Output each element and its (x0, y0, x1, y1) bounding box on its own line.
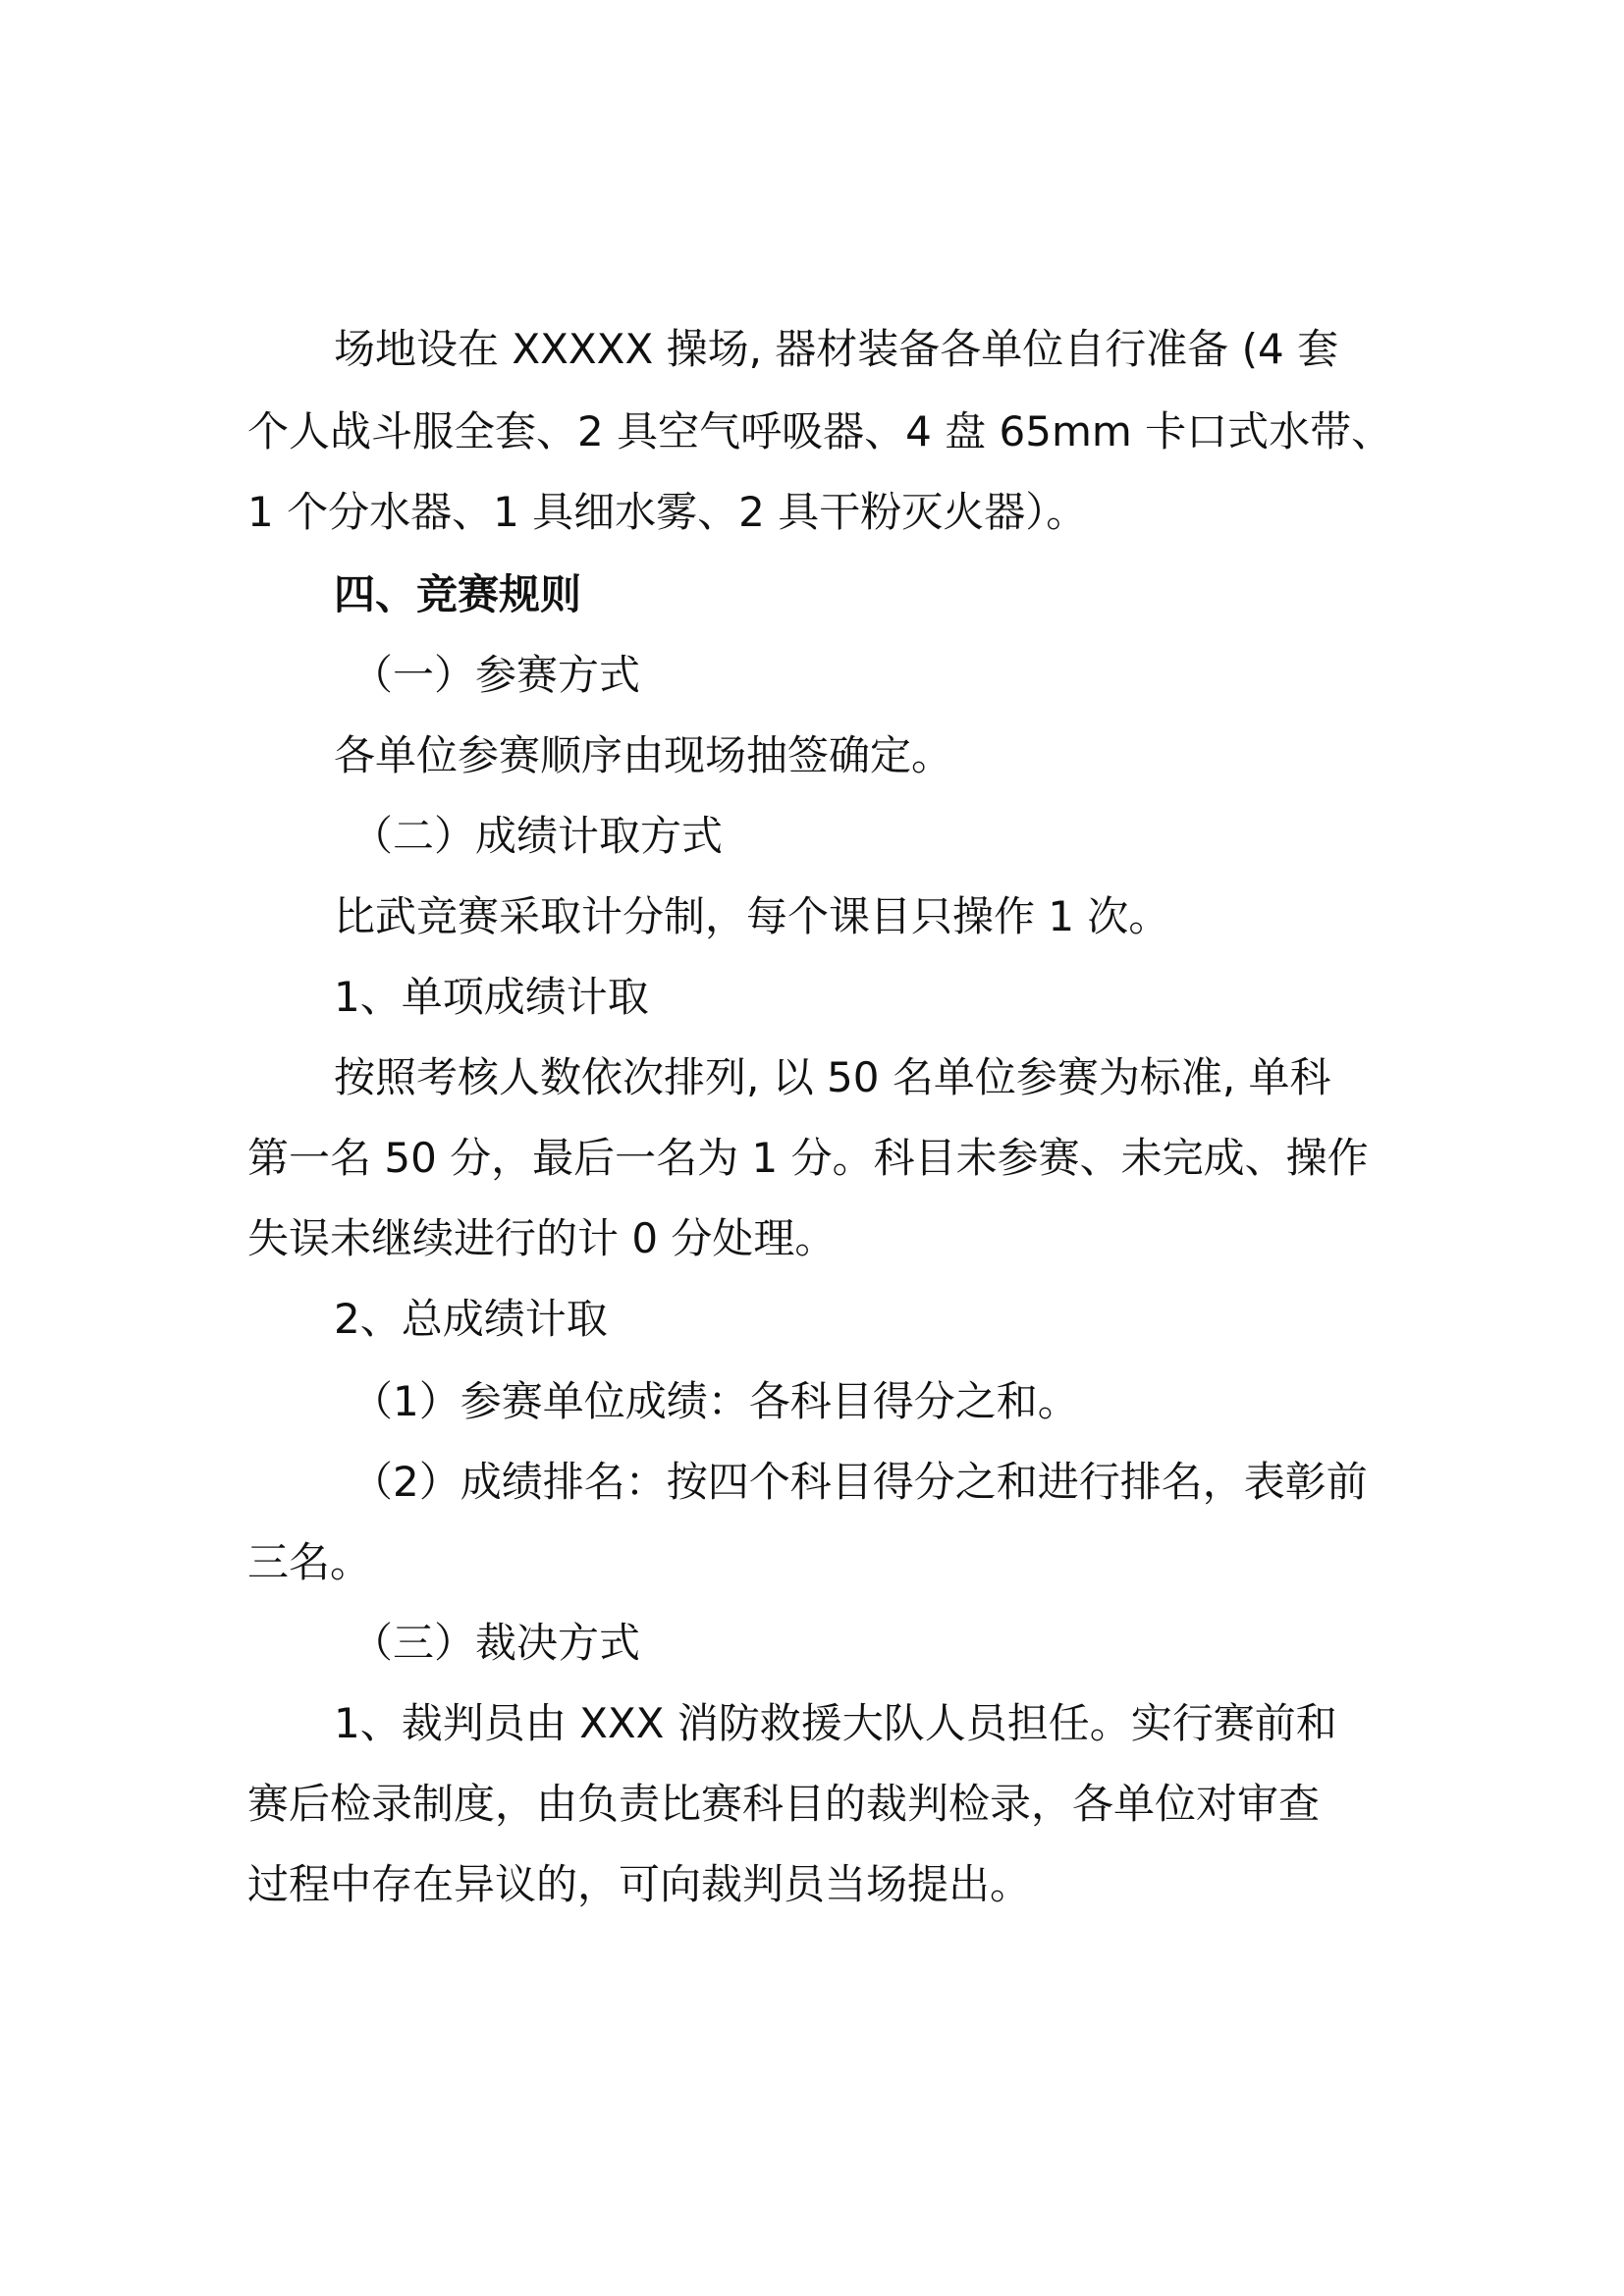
single-score-line-3: 失误未继续进行的计 0 分处理。 (247, 1214, 837, 1262)
section-heading-rules: 四、竞赛规则 (334, 570, 582, 618)
total-score-sub-2-line-1: （2）成绩排名：按四个科目得分之和进行排名，表彰前 (352, 1458, 1368, 1506)
item-heading-total-score: 2、总成绩计取 (334, 1295, 608, 1343)
adjudication-line-1: 1、裁判员由 XXX 消防救援大队人员担任。实行赛前和 (334, 1699, 1337, 1747)
subheading-scoring: （二）成绩计取方式 (352, 812, 724, 860)
total-score-sub-1: （1）参赛单位成绩：各科目得分之和。 (352, 1377, 1079, 1425)
single-score-line-2: 第一名 50 分，最后一名为 1 分。科目未参赛、未完成、操作 (247, 1134, 1369, 1182)
single-score-line-1: 按照考核人数依次排列, 以 50 名单位参赛为标准, 单科 (334, 1053, 1331, 1101)
scoring-text: 比武竞赛采取计分制，每个课目只操作 1 次。 (334, 892, 1170, 940)
venue-line-2: 个人战斗服全套、2 具空气呼吸器、4 盘 65mm 卡口式水带、 (247, 407, 1393, 455)
adjudication-line-3: 过程中存在异议的，可向裁判员当场提出。 (247, 1860, 1032, 1908)
subheading-adjudication: （三）裁决方式 (352, 1619, 641, 1667)
venue-line-1: 场地设在 XXXXX 操场, 器材装备各单位自行准备 (4 套 (334, 325, 1339, 373)
adjudication-line-2: 赛后检录制度，由负责比赛科目的裁判检录，各单位对审查 (247, 1780, 1321, 1828)
item-heading-single-score: 1、单项成绩计取 (334, 973, 649, 1021)
participation-text: 各单位参赛顺序由现场抽签确定。 (334, 731, 953, 779)
subheading-participation: （一）参赛方式 (352, 651, 641, 699)
total-score-sub-2-line-2: 三名。 (247, 1538, 372, 1586)
venue-line-3: 1 个分水器、1 具细水雾、2 具干粉灭火器）。 (247, 488, 1088, 536)
